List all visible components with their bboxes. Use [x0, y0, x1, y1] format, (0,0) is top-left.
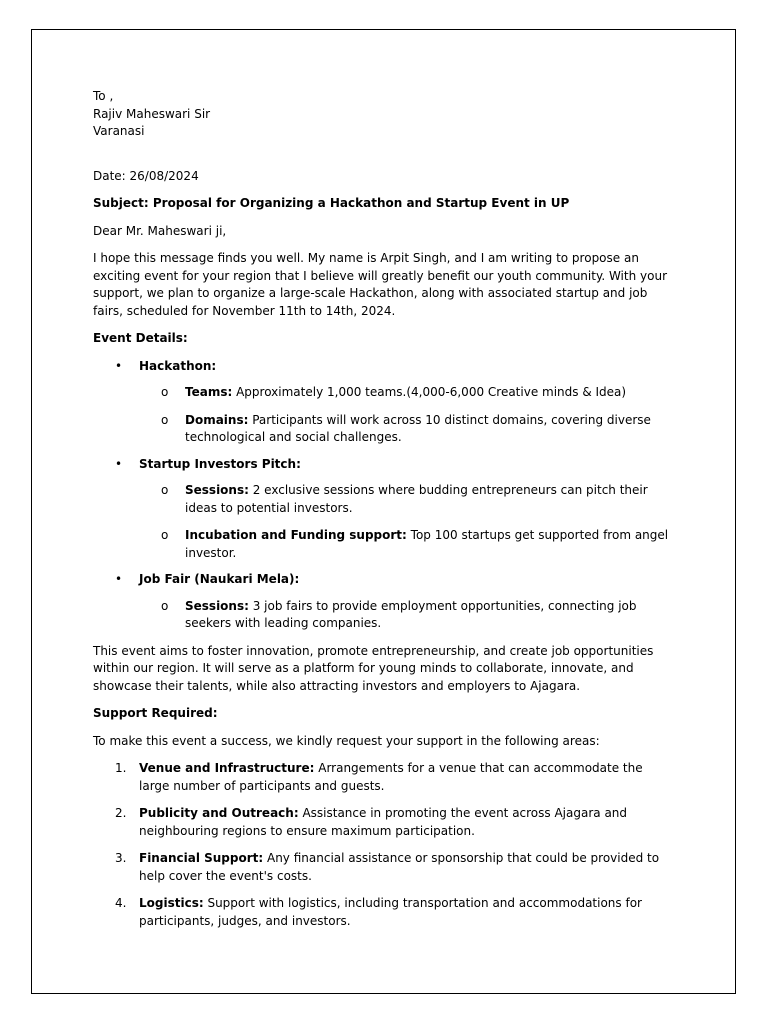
support-item-label: Financial Support:	[139, 851, 264, 865]
list-item	[93, 571, 673, 633]
sub-list-item	[139, 527, 673, 562]
to-line: To ,	[93, 89, 114, 103]
sub-list-item	[139, 598, 673, 633]
event-item-title: Job Fair (Naukari Mela):	[139, 572, 300, 586]
sub-item-text: Top 100 startups get supported from angel investor.	[185, 528, 669, 560]
sub-item-label: Incubation and Funding support:	[185, 528, 407, 542]
event-details-heading: Event Details:	[93, 331, 188, 345]
recipient-block	[93, 88, 673, 141]
recipient-city: Varanasi	[93, 124, 145, 138]
list-item	[93, 760, 673, 795]
sub-item-label: Sessions:	[185, 598, 249, 613]
sub-list-item	[139, 482, 673, 517]
sub-list-item	[139, 384, 673, 402]
sub-item-text: Participants will work across 10 distinct domains, covering diverse technological and social challenges.	[185, 412, 651, 444]
bullet-icon: •	[115, 456, 123, 471]
document-page	[31, 29, 736, 994]
sub-list	[139, 482, 673, 562]
list-item	[93, 358, 673, 447]
event-item-title: Hackathon:	[139, 358, 217, 373]
support-item-text: Arrangements for a venue that can accommodate the large number of participants and guests.	[139, 761, 643, 793]
sub-item-label: Sessions:	[185, 483, 249, 497]
list-item	[93, 456, 673, 563]
support-item-text: Assistance in promoting the event across Ajagara and neighbouring regions to ensure maximum participation.	[139, 806, 628, 838]
event-details-list	[93, 358, 673, 633]
support-item-label: Venue and Infrastructure:	[139, 761, 315, 775]
circle-bullet-icon: o	[161, 412, 169, 427]
bullet-icon: •	[115, 572, 123, 586]
list-item	[93, 895, 673, 930]
circle-bullet-icon: o	[161, 385, 169, 399]
intro-paragraph: I hope this message finds you well. My name is Arpit Singh, and I am writing to propose an exciting event for your region that I believe will greatly benefit our youth community. With your support, we plan to organize a large-scale Hackathon, along with associated startup and job fairs, scheduled for November 11th to 14th, 2024.	[93, 251, 668, 318]
sub-item-label: Teams:	[185, 385, 233, 399]
sub-item-text: 3 job fairs to provide employment opportunities, connecting job seekers with leading companies.	[185, 598, 637, 630]
letter-date: Date: 26/08/2024	[93, 168, 199, 183]
aims-paragraph: This event aims to foster innovation, promote entrepreneurship, and create job opportunities within our region. It will serve as a platform for young minds to collaborate, innovate, and showcase their talents, while also attracting investors and employers to Ajagara.	[93, 643, 654, 693]
circle-bullet-icon: o	[161, 528, 169, 542]
support-item-label: Publicity and Outreach:	[139, 806, 299, 820]
sub-item-label: Domains:	[185, 412, 249, 427]
salutation: Dear Mr. Maheswari ji,	[93, 223, 227, 238]
sub-item-text: Approximately 1,000 teams.(4,000-6,000 Creative minds & Idea)	[232, 385, 627, 399]
list-item	[93, 850, 673, 885]
letter-subject: Subject: Proposal for Organizing a Hackathon and Startup Event in UP	[93, 196, 570, 210]
list-item	[93, 805, 673, 840]
event-item-title: Startup Investors Pitch:	[139, 456, 301, 471]
sub-item-text: 2 exclusive sessions where budding entrepreneurs can pitch their ideas to potential investors.	[185, 483, 648, 515]
item-number: 2.	[115, 806, 127, 820]
support-item-text: Any financial assistance or sponsorship that could be provided to help cover the event's costs.	[139, 851, 660, 883]
sub-list	[139, 598, 673, 633]
item-number: 4.	[115, 896, 127, 910]
sub-list-item	[139, 412, 673, 447]
support-list	[93, 760, 673, 930]
item-number: 1.	[115, 761, 127, 775]
bullet-icon: •	[115, 358, 123, 373]
support-intro: To make this event a success, we kindly request your support in the following areas:	[93, 733, 600, 748]
item-number: 3.	[115, 851, 127, 865]
recipient-name: Rajiv Maheswari Sir	[93, 106, 211, 121]
circle-bullet-icon: o	[161, 483, 169, 497]
circle-bullet-icon: o	[161, 598, 169, 613]
letter-body	[93, 88, 673, 930]
sub-list	[139, 384, 673, 447]
support-item-label: Logistics:	[139, 896, 204, 910]
support-item-text: Support with logistics, including transportation and accommodations for participants, judges, and investors.	[139, 896, 642, 928]
support-heading: Support Required:	[93, 706, 218, 720]
